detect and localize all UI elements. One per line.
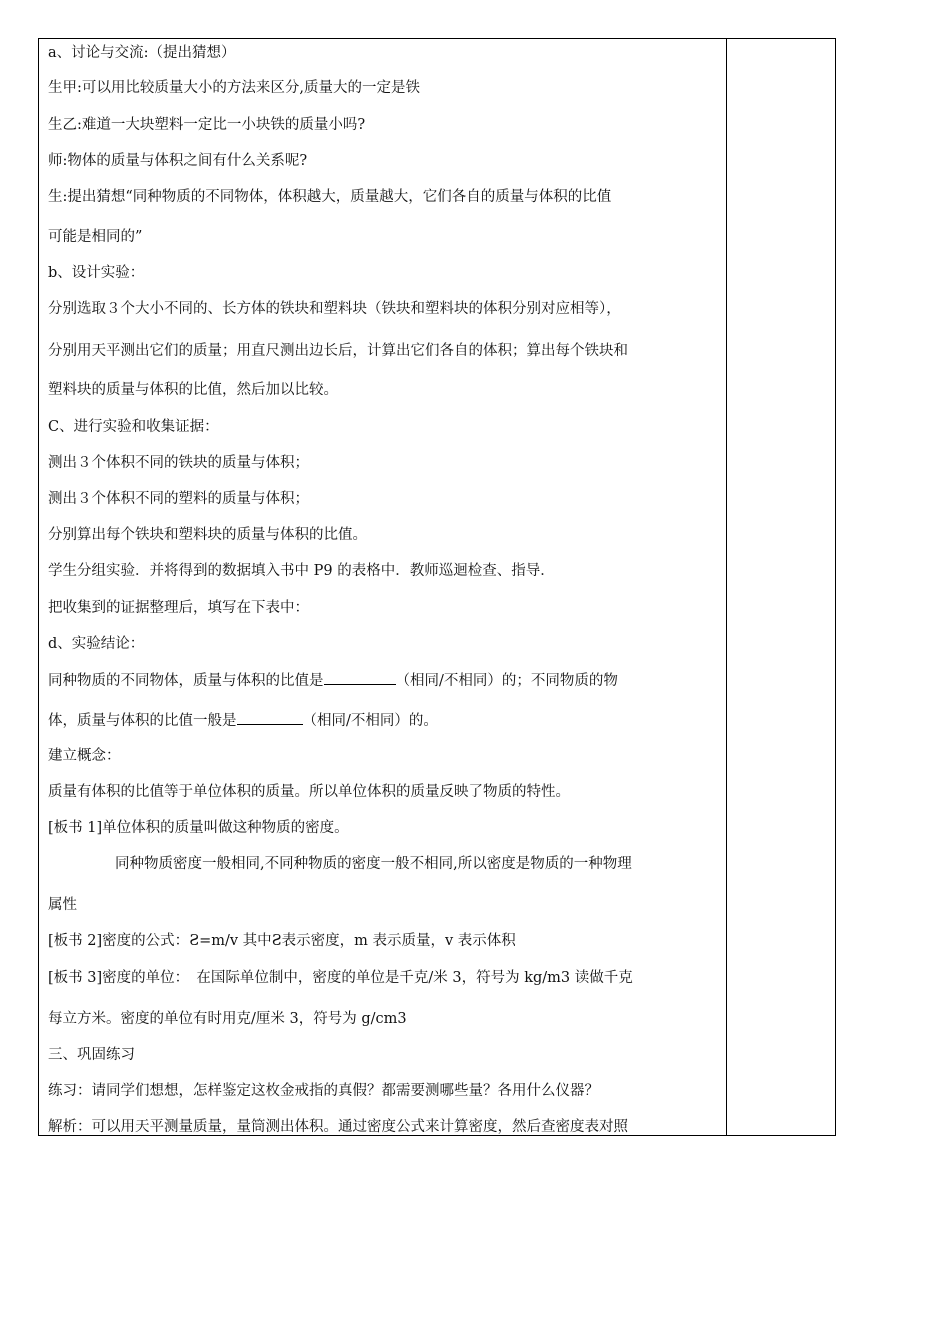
text-line-student-b: 生乙:难道一大块塑料一定比一小块铁的质量小吗? xyxy=(48,117,366,133)
text-line-board-1: [板书 1]单位体积的质量叫做这种物质的密度。 xyxy=(48,820,349,836)
text-line-hypothesis: 生:提出猜想“同种物质的不同物体，体积越大，质量越大，它们各自的质量与体积的比值 xyxy=(48,189,612,205)
conclusion-1-text-after: （相同/不相同）的；不同物质的物 xyxy=(395,673,618,689)
conclusion-2-text-before: 体，质量与体积的比值一般是 xyxy=(48,713,237,729)
lesson-table xyxy=(38,38,836,1136)
conclusion-2-text-after: （相同/不相同）的。 xyxy=(302,713,438,729)
content-column xyxy=(39,39,727,1135)
text-line-group-experiment: 学生分组实验．并将得到的数据填入书中 P9 的表格中．教师巡迴检查、指导． xyxy=(48,563,555,579)
text-line-board-2-formula: [板书 2]密度的公式：Ƨ=m/v 其中Ƨ表示密度，m 表示质量，v 表示体积 xyxy=(48,933,516,949)
text-line-conclusion-heading: d、实验结论： xyxy=(48,636,145,652)
text-line-hypothesis-cont: 可能是相同的” xyxy=(48,229,143,245)
text-line-board-3-units-cont: 每立方米。密度的单位有时用克/厘米 3，符号为 g/cm3 xyxy=(48,1011,407,1027)
text-line-design-1: 分别选取３个大小不同的、长方体的铁块和塑料块（铁块和塑料块的体积分别对应相等）， xyxy=(48,301,621,317)
fill-in-blank-2[interactable] xyxy=(237,710,303,725)
notes-column xyxy=(727,39,835,1135)
text-line-design-2: 分别用天平测出它们的质量；用直尺测出边长后，计算出它们各自的体积；算出每个铁块和 xyxy=(48,343,628,359)
text-line-student-a: 生甲:可以用比较质量大小的方法来区分,质量大的一定是铁 xyxy=(48,80,420,96)
fill-in-blank-1[interactable] xyxy=(324,670,396,685)
text-line-measure-plastic: 测出３个体积不同的塑料的质量与体积； xyxy=(48,491,309,507)
text-line-concept-1: 质量有体积的比值等于单位体积的质量。所以单位体积的质量反映了物质的特性。 xyxy=(48,784,570,800)
text-line-practice-question: 练习：请同学们想想，怎样鉴定这枚金戒指的真假？都需要测哪些量？各用什么仪器？ xyxy=(48,1083,599,1099)
text-line-design-heading: b、设计实验： xyxy=(48,265,145,281)
text-line-teacher-question: 师:物体的质量与体积之间有什么关系呢? xyxy=(48,153,308,169)
text-line-conclusion-1 xyxy=(48,670,618,691)
text-line-practice-heading: 三、巩固练习 xyxy=(48,1047,135,1063)
text-line-measure-iron: 测出３个体积不同的铁块的质量与体积； xyxy=(48,455,309,471)
text-line-design-3: 塑料块的质量与体积的比值，然后加以比较。 xyxy=(48,382,338,398)
text-line-board-3-units: [板书 3]密度的单位： 在国际单位制中，密度的单位是千克/米 3，符号为 kg/m3 读做千克 xyxy=(48,970,633,986)
text-line-conclusion-2 xyxy=(48,710,438,731)
text-line-concept-heading: 建立概念： xyxy=(48,748,121,764)
text-line-density-property: 同种物质密度一般相同,不同种物质的密度一般不相同,所以密度是物质的一种物理 xyxy=(115,856,632,872)
text-line-calc-ratio: 分别算出每个铁块和塑料块的质量与体积的比值。 xyxy=(48,527,367,543)
text-line-discussion: a、讨论与交流:（提出猜想） xyxy=(48,45,236,61)
conclusion-1-text-before: 同种物质的不同物体，质量与体积的比值是 xyxy=(48,673,324,689)
text-line-practice-analysis: 解析：可以用天平测量质量，量筒测出体积。通过密度公式来计算密度，然后查密度表对照 xyxy=(48,1119,628,1135)
text-line-organize: 把收集到的证据整理后，填写在下表中： xyxy=(48,600,309,616)
text-line-density-property-cont: 属性 xyxy=(48,897,77,913)
text-line-experiment-heading: C、进行实验和收集证据： xyxy=(48,419,219,435)
